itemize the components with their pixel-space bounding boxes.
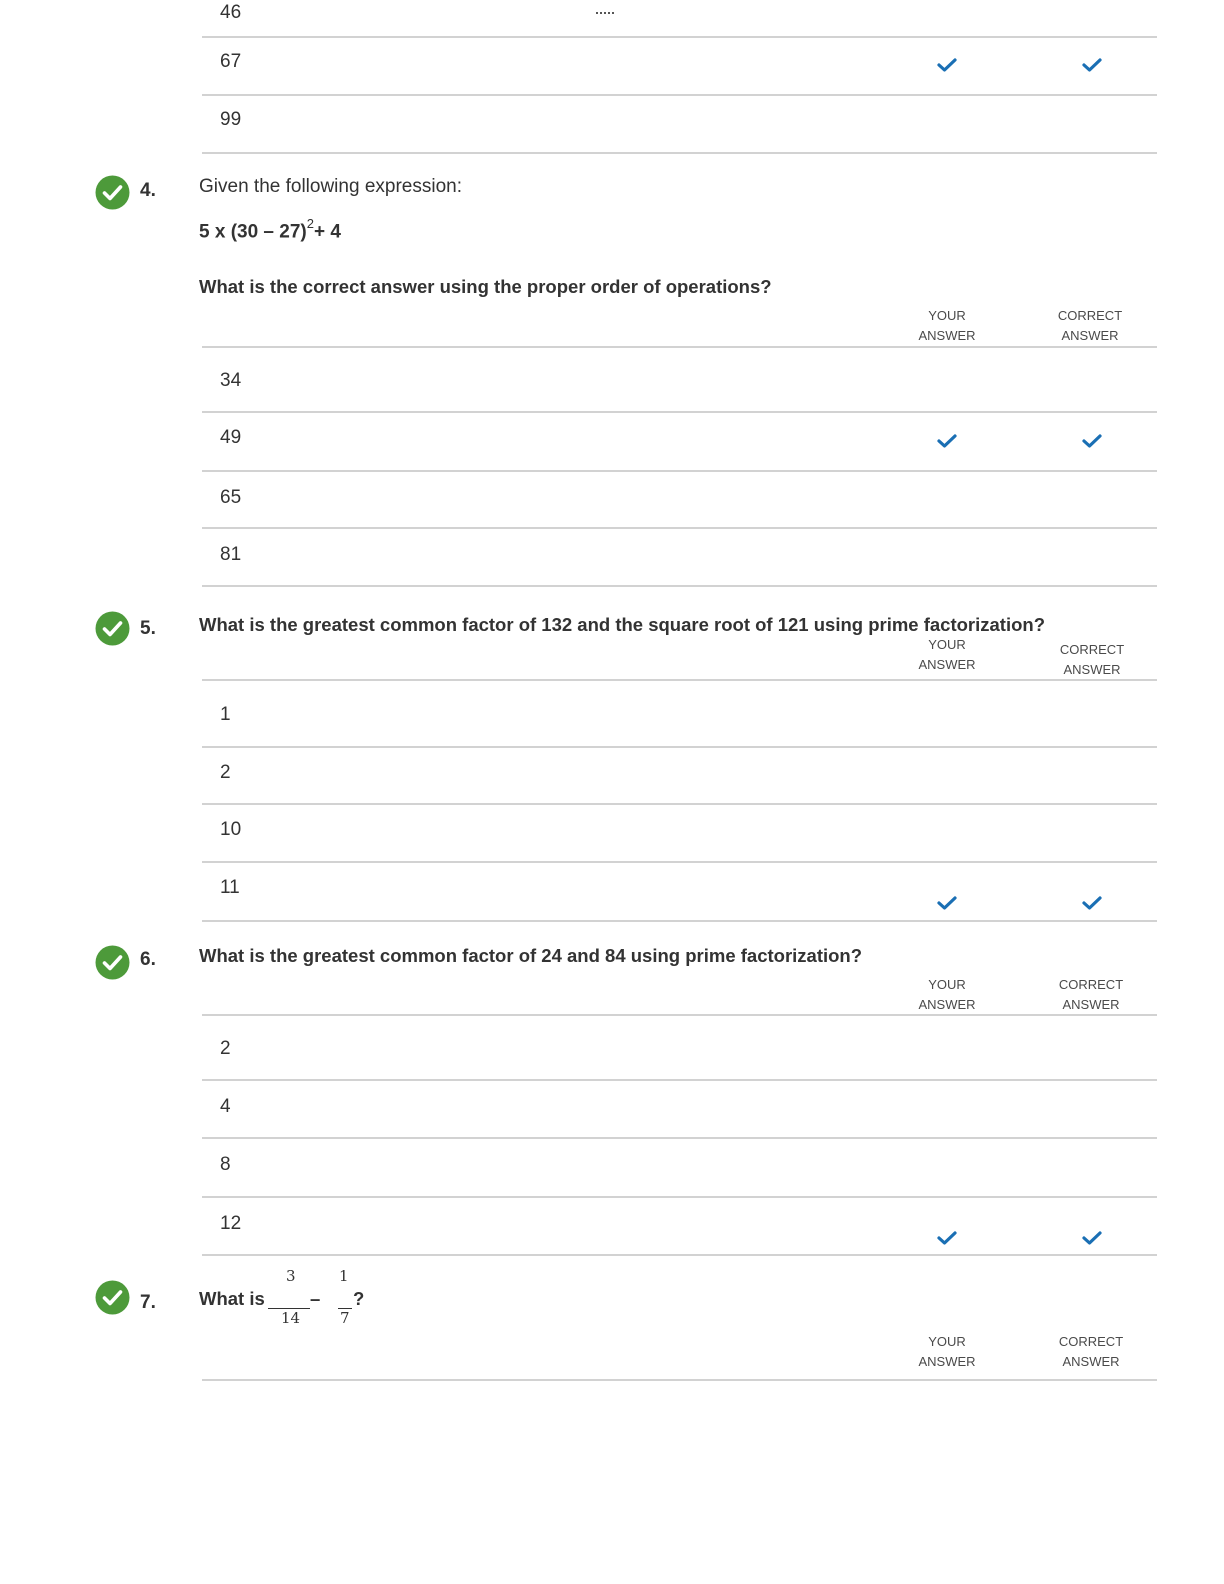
question-prompt: What is the greatest common factor of 24 and 84 using prime factorization?	[199, 945, 863, 966]
correct-check-icon	[95, 611, 130, 646]
question-number: 4.	[140, 180, 156, 201]
option-label: 10	[220, 819, 242, 840]
fraction-1-denominator: 14	[281, 1309, 301, 1327]
your-answer-header: YOUR ANSWER	[918, 308, 976, 343]
correct-check-icon	[95, 1280, 130, 1315]
correct-check-icon	[95, 175, 130, 210]
row-divider	[202, 527, 1157, 529]
expression-tail: + 4	[313, 221, 341, 243]
option-label: 65	[220, 487, 242, 508]
question-number: 5.	[140, 618, 156, 639]
dotted-mark	[596, 12, 614, 14]
expression-exponent: 2	[306, 216, 314, 231]
your-answer-check-icon	[937, 434, 957, 448]
expression	[199, 218, 341, 243]
correct-answer-header: CORRECT ANSWER	[1059, 642, 1125, 677]
header-divider	[202, 346, 1157, 348]
expression-base: 5 x (30 – 27)	[199, 221, 307, 243]
fraction-2-numerator: 1	[339, 1267, 349, 1285]
option-label: 8	[220, 1154, 231, 1175]
option-label: 1	[220, 704, 231, 725]
question-prompt: What is the greatest common factor of 132 and the square root of 121 using prime factorization?	[199, 614, 1046, 635]
row-divider	[202, 585, 1157, 587]
correct-answer-check-icon	[1082, 58, 1102, 72]
question-mark: ?	[353, 1288, 365, 1309]
your-answer-check-icon	[937, 896, 957, 910]
correct-answer-header: CORRECT ANSWER	[1058, 977, 1124, 1012]
correct-answer-check-icon	[1082, 896, 1102, 910]
your-answer-header: YOUR ANSWER	[918, 1334, 976, 1369]
row-divider	[202, 861, 1157, 863]
correct-answer-check-icon	[1082, 1231, 1102, 1245]
row-divider	[202, 1137, 1157, 1139]
correct-answer-check-icon	[1082, 434, 1102, 448]
correct-answer-header: CORRECT ANSWER	[1058, 1334, 1124, 1369]
option-label: 2	[220, 1038, 231, 1059]
option-label: 49	[220, 427, 242, 448]
row-divider	[202, 1196, 1157, 1198]
option-label: 67	[220, 51, 242, 72]
row-divider	[202, 470, 1157, 472]
row-divider	[202, 94, 1157, 96]
option-label: 4	[220, 1096, 231, 1117]
your-answer-check-icon	[937, 1231, 957, 1245]
correct-answer-header: CORRECT ANSWER	[1057, 308, 1123, 343]
fraction-2-denominator: 7	[340, 1309, 350, 1327]
question-prompt: What is the correct answer using the proper order of operations?	[199, 276, 772, 297]
row-divider	[202, 1079, 1157, 1081]
row-divider	[202, 803, 1157, 805]
option-label: 99	[220, 109, 242, 130]
option-label: 46	[220, 2, 242, 23]
option-label: 81	[220, 544, 242, 565]
your-answer-header: YOUR ANSWER	[918, 977, 976, 1012]
row-divider	[202, 152, 1157, 154]
option-label: 34	[220, 370, 242, 391]
question-number: 6.	[140, 949, 156, 970]
row-divider	[202, 746, 1157, 748]
your-answer-check-icon	[937, 58, 957, 72]
option-label: 2	[220, 762, 231, 783]
header-divider	[202, 1014, 1157, 1016]
question-number: 7.	[140, 1292, 156, 1313]
question-intro: Given the following expression:	[199, 176, 462, 197]
header-divider	[202, 1379, 1157, 1381]
row-divider	[202, 411, 1157, 413]
correct-check-icon	[95, 945, 130, 980]
minus-sign: –	[310, 1288, 321, 1309]
fraction-1-numerator: 3	[286, 1267, 296, 1285]
row-divider	[202, 920, 1157, 922]
option-label: 11	[220, 877, 240, 898]
option-label: 12	[220, 1213, 242, 1234]
row-divider	[202, 1254, 1157, 1256]
your-answer-header: YOUR ANSWER	[918, 637, 976, 672]
row-divider	[202, 36, 1157, 38]
header-divider	[202, 679, 1157, 681]
question-prompt-prefix: What is	[199, 1288, 265, 1309]
